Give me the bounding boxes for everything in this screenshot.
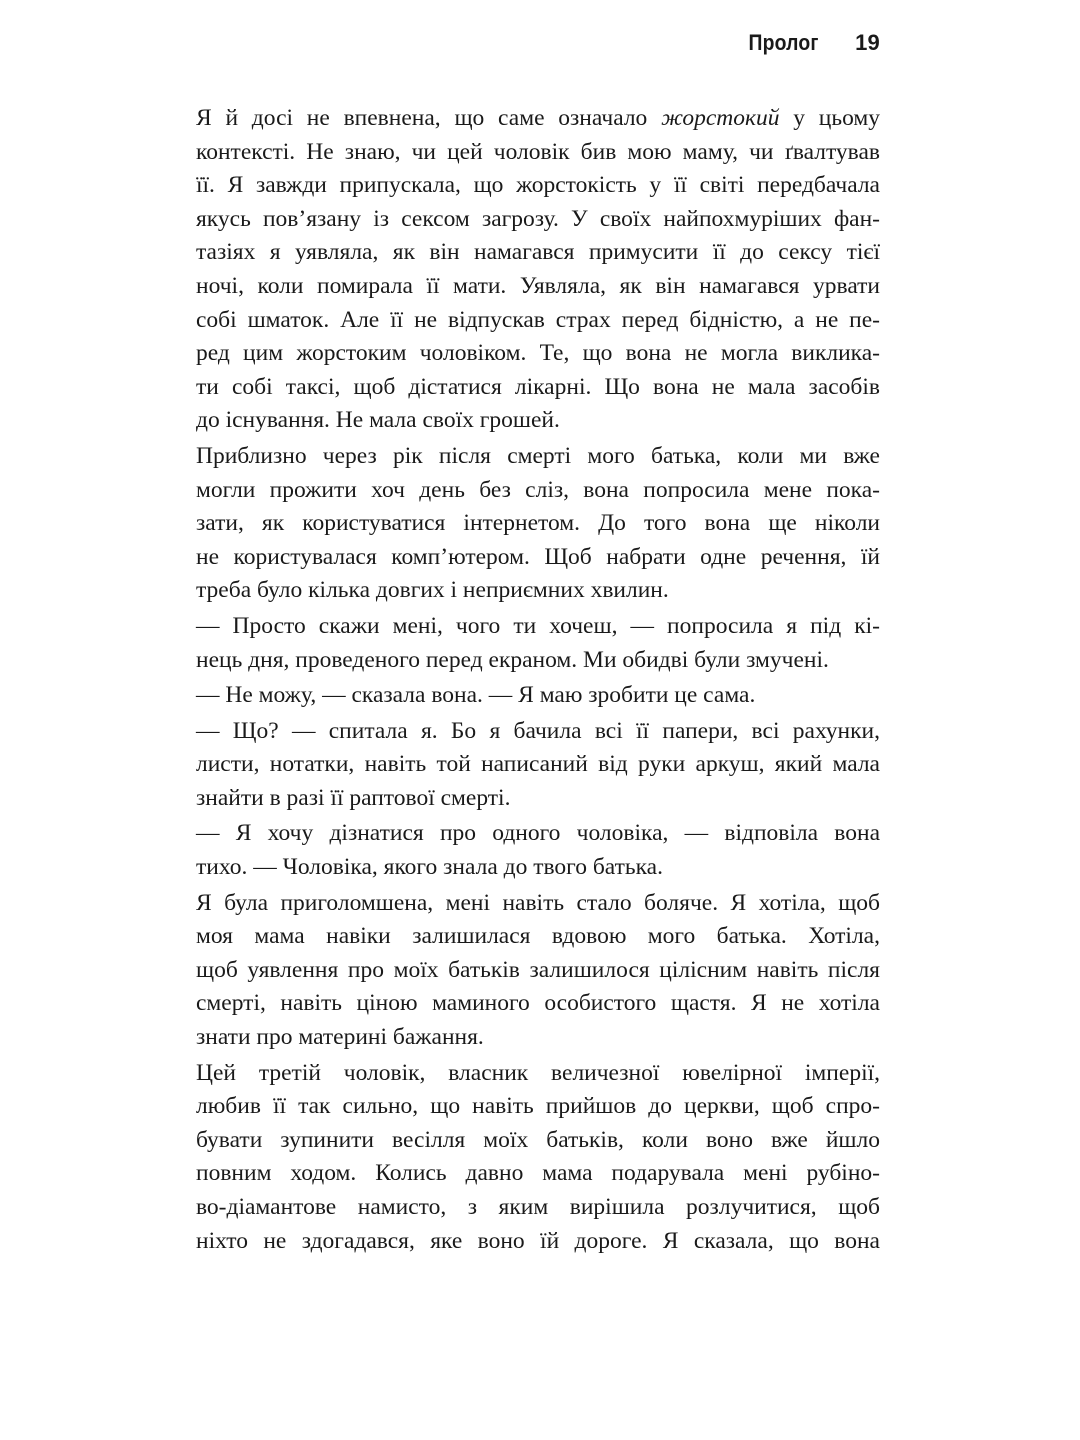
text-line: смерті, навіть ціною маминого особистого щастя. Я не хотіла [196,990,880,1017]
text-line: контексті. Не знаю, чи цей чоловік бив мою маму, чи ґвалтував [196,138,880,165]
text-line: моя мама навіки залишилася вдовою мого батька. Хотіла, [196,923,880,950]
text-line: тихо. — Чоловіка, якого знала до твого батька. [196,854,663,881]
text-line: — Не можу, — сказала вона. — Я маю зробити це сама. [196,682,756,709]
text-line: нець дня, проведеного перед екраном. Ми обидві були змучені. [196,646,829,673]
paragraph [196,817,880,886]
text-line: ніхто не здогадався, яке воно їй дороге. Я сказала, що вона [196,1227,880,1254]
text-line: ти собі таксі, щоб дістатися лікарні. Що вона не мала засобів [196,373,880,400]
text-line: знати про материні бажання. [196,1024,484,1051]
chapter-title: Пролог [749,30,820,55]
page-number: 19 [855,30,880,55]
text-line: щоб уявлення про моїх батьків залишилося цілісним навіть після [196,956,880,983]
text-line: во-діамантове намисто, з яким вирішила розлучитися, щоб [196,1194,880,1220]
text-run: Я й досі не впевнена, що саме означало [196,105,662,131]
text-line: до існування. Не мала своїх грошей. [196,407,560,434]
text-line: Я була приголомшена, мені навіть стало боляче. Я хотіла, щоб [196,889,880,916]
body-text [196,102,880,1260]
text-line: — Що? — спитала я. Бо я бачила всі її папери, всі рахунки, [196,717,880,744]
text-line: ред цим жорстоким чоловіком. Те, що вона не могла виклика- [196,340,880,367]
text-line [196,102,880,136]
emphasis-text: жорстокий [661,105,780,131]
text-line: треба було кілька довгих і неприємних хвилин. [196,577,669,604]
text-line: — Я хочу дізнатися про одного чоловіка, — відповіла вона [196,820,880,847]
text-line: її. Я завжди припускала, що жорстокість у її світі передбачала [196,172,880,199]
text-line: Приблизно через рік після смерті мого батька, коли ми вже [196,442,880,469]
text-line: листи, нотатки, навіть той написаний від руки аркуш, який мала [196,751,880,778]
paragraph [196,610,880,679]
text-line: якусь пов’язану із сексом загрозу. У своїх найпохмуріших фан- [196,205,880,232]
text-line: тазіях я уявляла, як він намагався примусити її до сексу тієї [196,239,880,266]
text-line: могли прожити хоч день без сліз, вона попросила мене пока- [196,476,880,503]
paragraph [196,887,880,1057]
text-line: бувати зупинити весілля моїх батьків, коли воно вже йшло [196,1126,880,1153]
paragraph [196,1057,880,1261]
running-head [739,30,880,56]
text-line: Цей третій чоловік, власник величезної ювелірної імперії, [196,1059,880,1086]
text-line: собі шматок. Але її не відпускав страх перед бідністю, а не пе- [196,306,880,333]
text-line: знайти в разі її раптової смерті. [196,784,511,811]
text-line: любив її так сильно, що навіть прийшов до церкви, щоб спро- [196,1093,880,1120]
paragraph [196,679,880,715]
paragraph [196,715,880,818]
text-run: у цьому [779,105,881,131]
text-line: зати, як користуватися інтернетом. До того вона ще ніколи [196,510,880,537]
paragraph [196,102,880,440]
paragraph [196,440,880,610]
text-line: — Просто скажи мені, чого ти хочеш, — попросила я під кі- [196,612,880,639]
text-line: не користувалася комп’ютером. Щоб набрати одне речення, їй [196,543,880,570]
text-line: ночі, коли помирала її мати. Уявляла, як він намагався урвати [196,272,880,299]
text-line: повним ходом. Колись давно мама подарувала мені рубіно- [196,1160,880,1187]
